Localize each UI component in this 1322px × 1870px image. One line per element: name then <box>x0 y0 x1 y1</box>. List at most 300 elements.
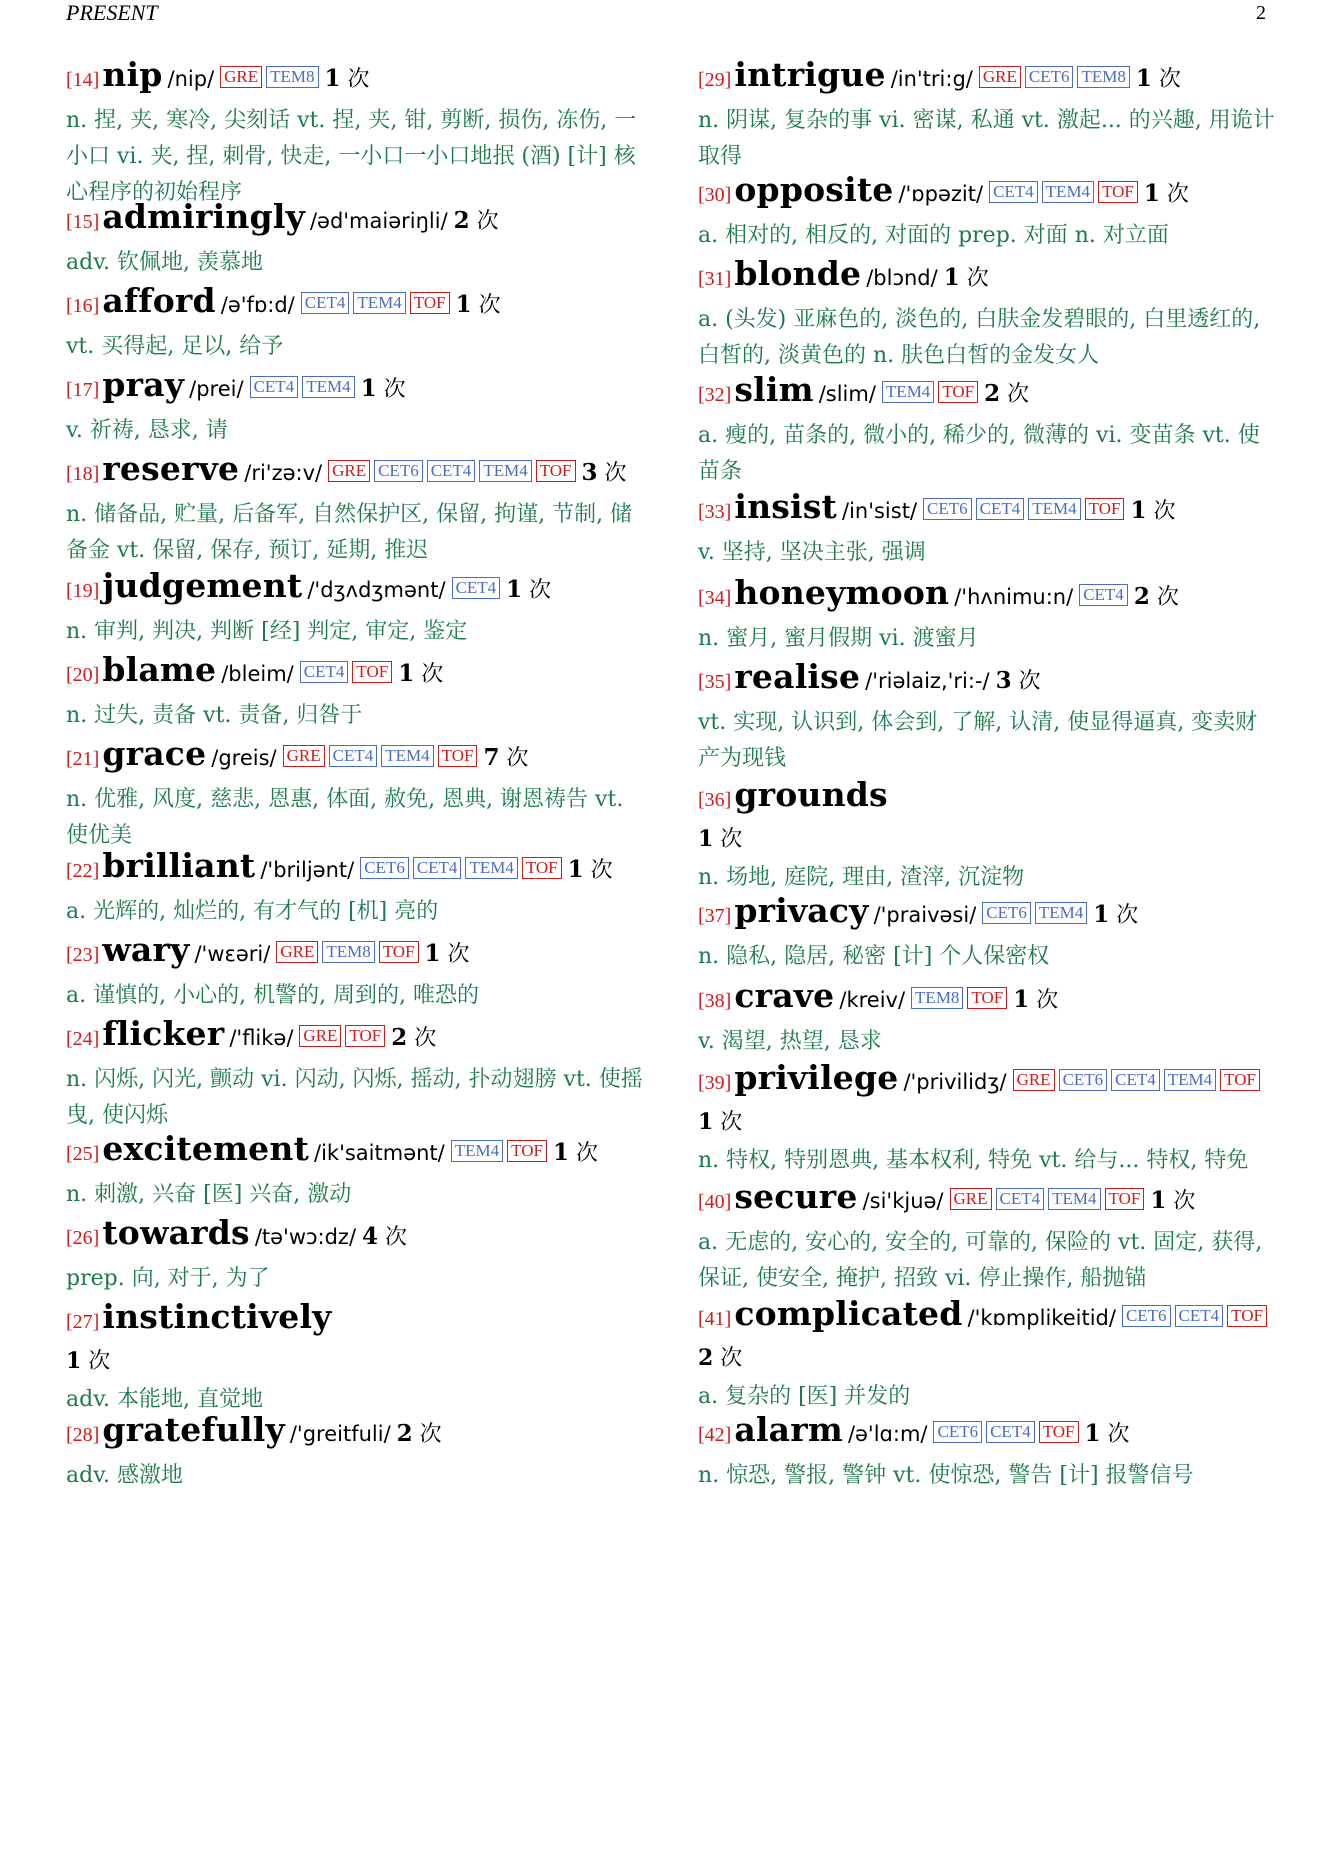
count-suffix: 次 <box>1166 1189 1196 1214</box>
pronunciation: /'dʒʌdʒmənt/ <box>307 578 446 602</box>
dictionary-entry <box>66 930 646 1014</box>
definition: n. 闪烁, 闪光, 颤动 vi. 闪动, 闪烁, 摇动, 扑动翅膀 vt. 使摇曳, 使闪烁 <box>66 1067 643 1128</box>
dictionary-entry <box>698 1410 1276 1494</box>
exam-tag: CET4 <box>452 577 501 599</box>
entry-number: [39] <box>698 1072 732 1094</box>
count-line <box>66 1343 646 1380</box>
dictionary-entry <box>66 1129 646 1213</box>
exam-tag: TOF <box>379 941 419 963</box>
count-suffix: 次 <box>1000 382 1030 407</box>
definition: adv. 本能地, 直觉地 <box>66 1387 263 1412</box>
entry-number: [35] <box>698 671 732 693</box>
dictionary-entry <box>698 1177 1276 1297</box>
entry-headline <box>66 930 646 976</box>
entry-headline <box>66 846 646 892</box>
occurrence-count <box>1093 903 1138 928</box>
exam-tag: TEM4 <box>465 857 517 879</box>
entry-number: [15] <box>66 211 100 233</box>
occurrence-count <box>483 746 528 771</box>
entry-number: [37] <box>698 905 732 927</box>
entry-headline <box>698 1058 1276 1104</box>
count-number: 2 <box>984 380 1001 407</box>
count-number: 2 <box>698 1345 714 1371</box>
pronunciation: /prei/ <box>189 377 244 401</box>
count-number: 1 <box>360 375 377 402</box>
headword: flicker <box>102 1014 225 1053</box>
exam-tag: CET4 <box>427 460 476 482</box>
count-suffix: 次 <box>81 1349 111 1374</box>
entry-headline <box>698 1294 1276 1340</box>
headword: grounds <box>734 775 888 814</box>
pronunciation: /'briljənt/ <box>260 858 355 882</box>
headword: reserve <box>102 449 240 488</box>
count-number: 1 <box>1135 65 1152 92</box>
count-line <box>698 1340 1276 1377</box>
occurrence-count <box>944 266 989 291</box>
entry-headline <box>66 449 646 495</box>
dictionary-entry <box>698 55 1276 175</box>
pronunciation: /'flikə/ <box>229 1026 294 1050</box>
headword: complicated <box>734 1294 963 1333</box>
dictionary-entry <box>66 846 646 930</box>
count-number: 1 <box>66 1348 82 1374</box>
headword: privacy <box>734 891 869 930</box>
pronunciation: /'privilidʒ/ <box>903 1070 1007 1094</box>
exam-tag: TOF <box>938 381 978 403</box>
pronunciation: /bleim/ <box>221 662 294 686</box>
exam-tag: TEM4 <box>1048 1188 1100 1210</box>
entry-headline <box>698 487 1276 533</box>
definition: adv. 感激地 <box>66 1463 184 1488</box>
exam-tag: TOF <box>536 460 576 482</box>
count-line <box>698 821 1276 858</box>
dictionary-entry <box>66 1297 646 1418</box>
exam-tag: GRE <box>299 1025 341 1047</box>
occurrence-count <box>362 1225 407 1250</box>
exam-tags <box>272 942 418 965</box>
occurrence-count <box>361 377 406 402</box>
exam-tag: GRE <box>950 1188 992 1210</box>
count-number: 1 <box>698 1109 714 1135</box>
definition: n. 蜜月, 蜜月假期 vi. 渡蜜月 <box>698 626 979 651</box>
pronunciation: /greis/ <box>211 746 277 770</box>
headword: towards <box>102 1213 250 1252</box>
occurrence-count <box>1134 585 1179 610</box>
entry-headline <box>698 254 1276 300</box>
entry-number: [14] <box>66 69 100 91</box>
headword: insist <box>734 487 837 526</box>
count-suffix: 次 <box>1159 182 1189 207</box>
count-suffix: 次 <box>376 377 406 402</box>
count-number: 2 <box>1133 583 1150 610</box>
dictionary-entry <box>698 891 1276 975</box>
exam-tags <box>907 988 1007 1011</box>
definition: n. 刺激, 兴奋 [医] 兴奋, 激动 <box>66 1182 352 1207</box>
entry-number: [22] <box>66 860 100 882</box>
entry-number: [31] <box>698 268 732 290</box>
pronunciation: /tə'wɔ:dz/ <box>254 1225 357 1249</box>
exam-tag: CET4 <box>1079 584 1128 606</box>
pronunciation: /'greitfuli/ <box>289 1422 391 1446</box>
count-number: 2 <box>396 1420 413 1447</box>
exam-tag: TOF <box>410 292 450 314</box>
occurrence-count <box>1150 1189 1195 1214</box>
entry-headline <box>66 566 646 612</box>
pronunciation: /'ɒpəzit/ <box>898 182 984 206</box>
count-number: 2 <box>391 1024 408 1051</box>
headword: crave <box>734 976 835 1015</box>
entry-headline <box>66 1014 646 1060</box>
dictionary-entry <box>66 55 646 211</box>
count-number: 2 <box>453 207 470 234</box>
exam-tag: GRE <box>328 460 370 482</box>
headword: excitement <box>102 1129 310 1168</box>
exam-tags <box>929 1422 1078 1445</box>
count-number: 1 <box>1084 1420 1101 1447</box>
occurrence-count <box>698 1346 742 1371</box>
dictionary-entry <box>698 370 1276 490</box>
count-number: 1 <box>943 264 960 291</box>
exam-tag: CET4 <box>329 745 378 767</box>
entry-number: [18] <box>66 463 100 485</box>
count-number: 1 <box>1143 180 1160 207</box>
pronunciation: /nip/ <box>167 67 215 91</box>
exam-tag: TOF <box>1085 498 1125 520</box>
entry-headline <box>66 1213 646 1259</box>
count-number: 4 <box>362 1223 379 1250</box>
entry-headline <box>66 1297 646 1343</box>
pronunciation: /in'tri:g/ <box>890 67 973 91</box>
occurrence-count <box>454 209 499 234</box>
definition: a. (头发) 亚麻色的, 淡色的, 白肤金发碧眼的, 白里透红的, 白皙的, 淡黄色的 n. 肤色白皙的金发女人 <box>698 307 1261 368</box>
occurrence-count <box>1144 182 1189 207</box>
headword: honeymoon <box>734 573 950 612</box>
headword: gratefully <box>102 1410 285 1449</box>
pronunciation: /'riəlaiz,'ri:-/ <box>865 669 990 693</box>
pronunciation: /blɔnd/ <box>866 266 938 290</box>
count-suffix: 次 <box>522 578 552 603</box>
exam-tag: TOF <box>1220 1069 1260 1091</box>
definition: vt. 买得起, 足以, 给予 <box>66 334 284 359</box>
entry-headline <box>698 657 1276 703</box>
exam-tag: CET6 <box>374 460 423 482</box>
exam-tag: GRE <box>276 941 318 963</box>
definition: n. 捏, 夹, 寒冷, 尖刻话 vt. 捏, 夹, 钳, 剪断, 损伤, 冻伤, 一小口 vi. 夹, 捏, 刺骨, 快走, 一小口一小口地抿 (酒) [计] 核心程序的初始程序 <box>66 108 637 205</box>
definition: a. 无虑的, 安心的, 安全的, 可靠的, 保险的 vt. 固定, 获得, 保证, 使安全, 掩护, 招致 vi. 停止操作, 船抛锚 <box>698 1230 1263 1291</box>
entry-headline <box>698 891 1276 937</box>
dictionary-entry <box>698 573 1276 657</box>
entry-number: [21] <box>66 748 100 770</box>
entry-number: [40] <box>698 1191 732 1213</box>
count-number: 1 <box>455 291 472 318</box>
entry-headline <box>66 365 646 411</box>
occurrence-count <box>397 1422 442 1447</box>
dictionary-entry <box>66 566 646 650</box>
exam-tag: CET4 <box>1111 1069 1160 1091</box>
entry-headline <box>698 976 1276 1022</box>
entry-headline <box>66 734 646 780</box>
count-suffix: 次 <box>1011 669 1041 694</box>
exam-tag: CET4 <box>986 1421 1035 1443</box>
entry-headline <box>66 650 646 696</box>
occurrence-count <box>984 382 1029 407</box>
count-suffix: 次 <box>568 1141 598 1166</box>
occurrence-count <box>325 67 370 92</box>
definition: prep. 向, 对于, 为了 <box>66 1266 270 1291</box>
exam-tag: TEM8 <box>911 987 963 1009</box>
entry-number: [28] <box>66 1424 100 1446</box>
occurrence-count <box>698 1110 742 1135</box>
exam-tags <box>324 461 575 484</box>
headword: nip <box>102 55 163 94</box>
occurrence-count <box>568 858 613 883</box>
exam-tags <box>1009 1070 1260 1093</box>
count-suffix: 次 <box>340 67 370 92</box>
dictionary-entry <box>698 657 1276 777</box>
headword: grace <box>102 734 207 773</box>
definition: a. 瘦的, 苗条的, 微小的, 稀少的, 微薄的 vi. 变苗条 vt. 使苗条 <box>698 423 1260 484</box>
headword: admiringly <box>102 197 305 236</box>
pronunciation: /'kɒmplikeitid/ <box>967 1306 1116 1330</box>
dictionary-entry <box>698 487 1276 571</box>
occurrence-count <box>1013 988 1058 1013</box>
dictionary-entry <box>698 976 1276 1060</box>
count-number: 1 <box>324 65 341 92</box>
headword: realise <box>734 657 861 696</box>
count-suffix: 次 <box>414 662 444 687</box>
exam-tag: TEM4 <box>353 292 405 314</box>
count-suffix: 次 <box>499 746 529 771</box>
entry-number: [41] <box>698 1308 732 1330</box>
headword: brilliant <box>102 846 256 885</box>
exam-tag: TOF <box>967 987 1007 1009</box>
count-number: 1 <box>424 940 441 967</box>
entry-number: [25] <box>66 1143 100 1165</box>
exam-tag: TEM8 <box>266 66 318 88</box>
occurrence-count <box>66 1349 110 1374</box>
occurrence-count <box>506 578 551 603</box>
exam-tags <box>1075 585 1128 608</box>
entry-number: [26] <box>66 1227 100 1249</box>
exam-tag: TOF <box>352 661 392 683</box>
exam-tags <box>246 377 355 400</box>
dictionary-entry <box>66 281 646 365</box>
entry-number: [20] <box>66 664 100 686</box>
pronunciation: /'praivəsi/ <box>873 903 977 927</box>
exam-tags <box>279 746 478 769</box>
entry-number: [42] <box>698 1424 732 1446</box>
dictionary-entry <box>66 1410 646 1494</box>
pronunciation: /si'kjuə/ <box>862 1189 944 1213</box>
definition: n. 优雅, 风度, 慈悲, 恩惠, 体面, 赦免, 恩典, 谢恩祷告 vt. 使优美 <box>66 787 624 848</box>
count-suffix: 次 <box>1149 585 1179 610</box>
exam-tag: TOF <box>1039 1421 1079 1443</box>
entry-headline <box>66 1129 646 1175</box>
entry-headline <box>66 1410 646 1456</box>
exam-tag: TEM4 <box>302 376 354 398</box>
headword: secure <box>734 1177 858 1216</box>
dictionary-entry <box>698 170 1276 254</box>
headword: blonde <box>734 254 862 293</box>
exam-tag: TEM8 <box>1077 66 1129 88</box>
pronunciation: /ri'zə:v/ <box>244 461 323 485</box>
pronunciation: /slim/ <box>818 382 876 406</box>
dictionary-entry <box>698 1058 1276 1179</box>
count-suffix: 次 <box>469 209 499 234</box>
dictionary-entry <box>66 449 646 569</box>
headword: wary <box>102 930 190 969</box>
exam-tag: TOF <box>522 857 562 879</box>
exam-tags <box>1118 1306 1267 1329</box>
exam-tags <box>985 182 1138 205</box>
entry-headline <box>698 1410 1276 1456</box>
occurrence-count <box>425 942 470 967</box>
pronunciation: /kreiv/ <box>839 988 906 1012</box>
count-suffix: 次 <box>471 293 501 318</box>
entry-headline <box>66 281 646 327</box>
pronunciation: /əd'maiəriŋli/ <box>309 209 448 233</box>
pronunciation: /ə'lɑ:m/ <box>847 1422 928 1446</box>
entry-number: [36] <box>698 789 732 811</box>
definition: n. 审判, 判决, 判断 [经] 判定, 审定, 鉴定 <box>66 619 468 644</box>
definition: v. 渴望, 热望, 恳求 <box>698 1029 882 1054</box>
definition: n. 储备品, 贮量, 后备军, 自然保护区, 保留, 拘谨, 节制, 储备金 vt. 保留, 保存, 预订, 延期, 推迟 <box>66 502 633 563</box>
count-suffix: 次 <box>713 1110 743 1135</box>
exam-tag: TEM4 <box>1042 181 1094 203</box>
exam-tag: GRE <box>1013 1069 1055 1091</box>
definition: n. 阴谋, 复杂的事 vi. 密谋, 私通 vt. 激起... 的兴趣, 用诡计取得 <box>698 108 1275 169</box>
exam-tags <box>296 662 392 685</box>
definition: adv. 钦佩地, 羡慕地 <box>66 250 263 275</box>
dictionary-entry <box>66 197 646 281</box>
count-number: 1 <box>698 826 714 852</box>
entry-number: [23] <box>66 944 100 966</box>
exam-tag: CET4 <box>300 661 349 683</box>
definition: n. 特权, 特别恩典, 基本权利, 特免 vt. 给与... 特权, 特免 <box>698 1148 1249 1173</box>
entry-headline <box>698 55 1276 101</box>
exam-tag: TOF <box>438 745 478 767</box>
occurrence-count <box>582 461 627 486</box>
headword: alarm <box>734 1410 843 1449</box>
exam-tag: TEM4 <box>451 1140 503 1162</box>
definition: a. 谨慎的, 小心的, 机警的, 周到的, 唯恐的 <box>66 983 480 1008</box>
entry-headline <box>66 197 646 243</box>
entry-number: [19] <box>66 580 100 602</box>
headword: opposite <box>734 170 894 209</box>
exam-tag: CET6 <box>1059 1069 1108 1091</box>
count-suffix: 次 <box>412 1422 442 1447</box>
pronunciation: /in'sist/ <box>842 499 918 523</box>
count-number: 1 <box>1150 1187 1167 1214</box>
entry-number: [16] <box>66 295 100 317</box>
occurrence-count <box>391 1026 436 1051</box>
count-suffix: 次 <box>959 266 989 291</box>
entry-number: [17] <box>66 379 100 401</box>
exam-tag: TEM4 <box>1164 1069 1216 1091</box>
exam-tag: CET6 <box>933 1421 982 1443</box>
exam-tag: GRE <box>283 745 325 767</box>
exam-tag: TEM8 <box>322 941 374 963</box>
entry-number: [38] <box>698 990 732 1012</box>
exam-tag: TEM4 <box>1028 498 1080 520</box>
dictionary-entry <box>66 365 646 449</box>
count-suffix: 次 <box>713 827 743 852</box>
dictionary-entry <box>698 1294 1276 1415</box>
exam-tags <box>216 67 318 90</box>
occurrence-count <box>1136 67 1181 92</box>
count-number: 1 <box>506 576 523 603</box>
entry-number: [32] <box>698 384 732 406</box>
occurrence-count <box>1085 1422 1130 1447</box>
definition: a. 复杂的 [医] 并发的 <box>698 1384 911 1409</box>
pronunciation: /'hʌnimu:n/ <box>954 585 1074 609</box>
exam-tag: CET4 <box>996 1188 1045 1210</box>
entry-number: [24] <box>66 1028 100 1050</box>
count-suffix: 次 <box>1146 499 1176 524</box>
occurrence-count <box>398 662 443 687</box>
occurrence-count <box>456 293 501 318</box>
entry-number: [34] <box>698 587 732 609</box>
entry-headline <box>66 55 646 101</box>
headword: slim <box>734 370 814 409</box>
count-number: 1 <box>1013 986 1030 1013</box>
headword: pray <box>102 365 185 404</box>
entry-headline <box>698 170 1276 216</box>
exam-tags <box>447 1141 547 1164</box>
exam-tag: CET4 <box>989 181 1038 203</box>
entry-number: [29] <box>698 69 732 91</box>
pronunciation: /ik'saitmənt/ <box>314 1141 445 1165</box>
pronunciation: /ə'fɒ:d/ <box>220 293 295 317</box>
exam-tag: CET6 <box>923 498 972 520</box>
count-number: 1 <box>1093 901 1110 928</box>
exam-tag: CET4 <box>976 498 1025 520</box>
definition: v. 祈祷, 恳求, 请 <box>66 418 228 443</box>
exam-tags <box>295 1026 385 1049</box>
page-number: 2 <box>1256 2 1266 24</box>
dictionary-entry <box>66 1014 646 1134</box>
definition: n. 隐私, 隐居, 秘密 [计] 个人保密权 <box>698 944 1050 969</box>
exam-tags <box>946 1189 1145 1212</box>
entry-headline <box>698 370 1276 416</box>
dictionary-entry <box>66 1213 646 1297</box>
occurrence-count <box>996 669 1041 694</box>
exam-tag: CET6 <box>982 902 1031 924</box>
occurrence-count <box>698 827 742 852</box>
count-suffix: 次 <box>378 1225 408 1250</box>
dictionary-entry <box>66 734 646 854</box>
exam-tag: CET4 <box>250 376 299 398</box>
entry-number: [33] <box>698 501 732 523</box>
running-header: PRESENT <box>66 0 158 25</box>
exam-tag: TOF <box>1098 181 1138 203</box>
exam-tags <box>297 293 450 316</box>
headword: intrigue <box>734 55 886 94</box>
exam-tag: CET6 <box>1122 1305 1171 1327</box>
exam-tag: CET6 <box>360 857 409 879</box>
count-suffix: 次 <box>597 461 627 486</box>
count-suffix: 次 <box>583 858 613 883</box>
count-suffix: 次 <box>1151 67 1181 92</box>
headword: privilege <box>734 1058 899 1097</box>
entry-headline <box>698 1177 1276 1223</box>
headword: afford <box>102 281 216 320</box>
exam-tag: TOF <box>1227 1305 1267 1327</box>
exam-tag: TOF <box>1105 1188 1145 1210</box>
exam-tags <box>448 578 501 601</box>
exam-tag: GRE <box>979 66 1021 88</box>
exam-tag: TEM4 <box>882 381 934 403</box>
